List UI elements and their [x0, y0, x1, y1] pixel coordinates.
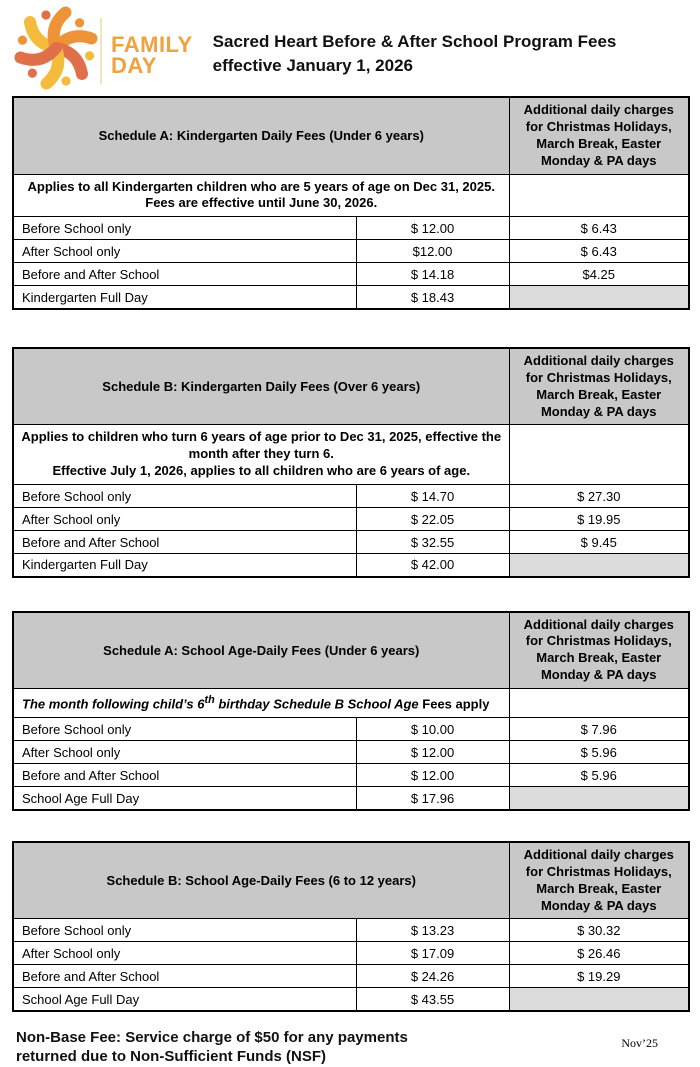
row-label: Before School only: [13, 217, 356, 240]
schedule-b-kindergarten-table: [12, 347, 690, 578]
logo-divider: [100, 18, 102, 84]
note-line2: Effective July 1, 2026, applies to all children who are 6 years of age.: [52, 463, 471, 479]
schedule-title: Schedule B: Kindergarten Daily Fees (Over 6 years): [13, 348, 509, 425]
table-header-row: [13, 612, 689, 689]
row-fee: $ 43.55: [356, 988, 509, 1011]
additional-charges-header: Additional daily charges for Christmas Holidays, March Break, Easter Monday & PA days: [509, 612, 689, 689]
row-label: Kindergarten Full Day: [13, 554, 356, 577]
row-label: After School only: [13, 240, 356, 263]
row-label: Before and After School: [13, 965, 356, 988]
row-fee: $12.00: [356, 240, 509, 263]
note-superscript: th: [204, 694, 215, 707]
row-label: Kindergarten Full Day: [13, 286, 356, 309]
row-additional: $ 5.96: [509, 764, 689, 787]
family-day-swirl-icon: [16, 8, 96, 88]
row-fee: $ 14.70: [356, 485, 509, 508]
empty-cell: [509, 174, 689, 217]
schedule-note: [13, 174, 509, 217]
table-row: [13, 942, 689, 965]
nsf-fee-note: [16, 1028, 408, 1067]
schedule-note: [13, 689, 509, 718]
row-label: Before and After School: [13, 531, 356, 554]
row-additional: $ 9.45: [509, 531, 689, 554]
row-additional: $4.25: [509, 263, 689, 286]
row-fee: $ 18.43: [356, 286, 509, 309]
row-fee: $ 32.55: [356, 531, 509, 554]
row-additional: $ 19.95: [509, 508, 689, 531]
table-row: [13, 508, 689, 531]
brand-name-line1: FAMILY: [111, 32, 193, 58]
row-label: Before School only: [13, 919, 356, 942]
row-label: After School only: [13, 508, 356, 531]
row-fee: $ 12.00: [356, 217, 509, 240]
table-row: [13, 741, 689, 764]
table-row: [13, 554, 689, 577]
table-row: [13, 718, 689, 741]
row-label: Before and After School: [13, 764, 356, 787]
row-additional: $ 6.43: [509, 240, 689, 263]
table-row: [13, 240, 689, 263]
table-row: [13, 787, 689, 810]
table-header-row: [13, 842, 689, 919]
row-label: Before and After School: [13, 263, 356, 286]
additional-charges-header: Additional daily charges for Christmas Holidays, March Break, Easter Monday & PA days: [509, 842, 689, 919]
table-note-row: [13, 689, 689, 718]
table-row: [13, 965, 689, 988]
row-additional: $ 26.46: [509, 942, 689, 965]
row-label: After School only: [13, 942, 356, 965]
schedule-title: Schedule B: School Age-Daily Fees (6 to 12 years): [13, 842, 509, 919]
schedule-b-school-age-table: [12, 841, 690, 1012]
note-regular-part: Fees apply: [418, 696, 490, 712]
row-additional: $ 30.32: [509, 919, 689, 942]
page-title-line1: Sacred Heart Before & After School Program Fees: [212, 32, 617, 51]
table-header-row: [13, 348, 689, 425]
empty-cell: [509, 689, 689, 718]
row-additional: $ 19.29: [509, 965, 689, 988]
table-row: [13, 764, 689, 787]
table-row: [13, 919, 689, 942]
nsf-note-line2: returned due to Non-Sufficient Funds (NSF): [16, 1048, 326, 1066]
row-label: School Age Full Day: [13, 787, 356, 810]
note-italic-part: The month following child’s 6: [22, 696, 205, 712]
table-row: [13, 531, 689, 554]
row-label: Before School only: [13, 718, 356, 741]
page-title-line2: effective January 1, 2026: [212, 55, 414, 75]
row-fee: $ 13.23: [356, 919, 509, 942]
document-header: [0, 0, 700, 96]
page-title: [213, 8, 617, 78]
row-additional: $ 7.96: [509, 718, 689, 741]
row-additional: $ 5.96: [509, 741, 689, 764]
row-additional: $ 27.30: [509, 485, 689, 508]
row-label: Before School only: [13, 485, 356, 508]
row-additional: $ 6.43: [509, 217, 689, 240]
document-footer: [0, 1012, 700, 1067]
table-row: [13, 217, 689, 240]
row-label: After School only: [13, 741, 356, 764]
row-fee: $ 42.00: [356, 554, 509, 577]
brand-name: [111, 19, 193, 77]
table-note-row: [13, 174, 689, 217]
row-fee: $ 14.18: [356, 263, 509, 286]
schedule-title: Schedule A: School Age-Daily Fees (Under 6 years): [13, 612, 509, 689]
table-row: [13, 286, 689, 309]
schedule-a-kindergarten-table: [12, 96, 690, 310]
brand-name-line2: DAY: [111, 53, 157, 78]
table-row: [13, 988, 689, 1011]
note-line1: Applies to all Kindergarten children who are 5 years of age on Dec 31, 2025.: [27, 178, 495, 194]
note-line2: Fees are effective until June 30, 2026.: [145, 195, 378, 211]
row-fee: $ 12.00: [356, 741, 509, 764]
row-additional-shaded: [509, 787, 689, 810]
additional-charges-header: Additional daily charges for Christmas Holidays, March Break, Easter Monday & PA days: [509, 348, 689, 425]
row-fee: $ 17.09: [356, 942, 509, 965]
note-line1: Applies to children who turn 6 years of age prior to Dec 31, 2025, effective the month after they turn 6.: [21, 429, 502, 462]
schedule-note: [13, 425, 509, 485]
row-additional-shaded: [509, 286, 689, 309]
row-additional-shaded: [509, 554, 689, 577]
version-tag: Nov’25: [621, 1035, 658, 1050]
row-fee: $ 22.05: [356, 508, 509, 531]
row-additional-shaded: [509, 988, 689, 1011]
row-fee: $ 24.26: [356, 965, 509, 988]
table-row: [13, 485, 689, 508]
note-italic-part: birthday Schedule B School Age: [214, 696, 419, 712]
row-label: School Age Full Day: [13, 988, 356, 1011]
empty-cell: [509, 425, 689, 485]
additional-charges-header: Additional daily charges for Christmas Holidays, March Break, Easter Monday & PA days: [509, 97, 689, 174]
row-fee: $ 12.00: [356, 764, 509, 787]
schedule-title: Schedule A: Kindergarten Daily Fees (Under 6 years): [13, 97, 509, 174]
table-note-row: [13, 425, 689, 485]
row-fee: $ 17.96: [356, 787, 509, 810]
family-day-logo: [16, 8, 193, 88]
row-fee: $ 10.00: [356, 718, 509, 741]
table-row: [13, 263, 689, 286]
schedule-a-school-age-table: [12, 611, 690, 811]
nsf-note-line1: Non-Base Fee: Service charge of $50 for any payments: [16, 1028, 408, 1046]
table-header-row: [13, 97, 689, 174]
